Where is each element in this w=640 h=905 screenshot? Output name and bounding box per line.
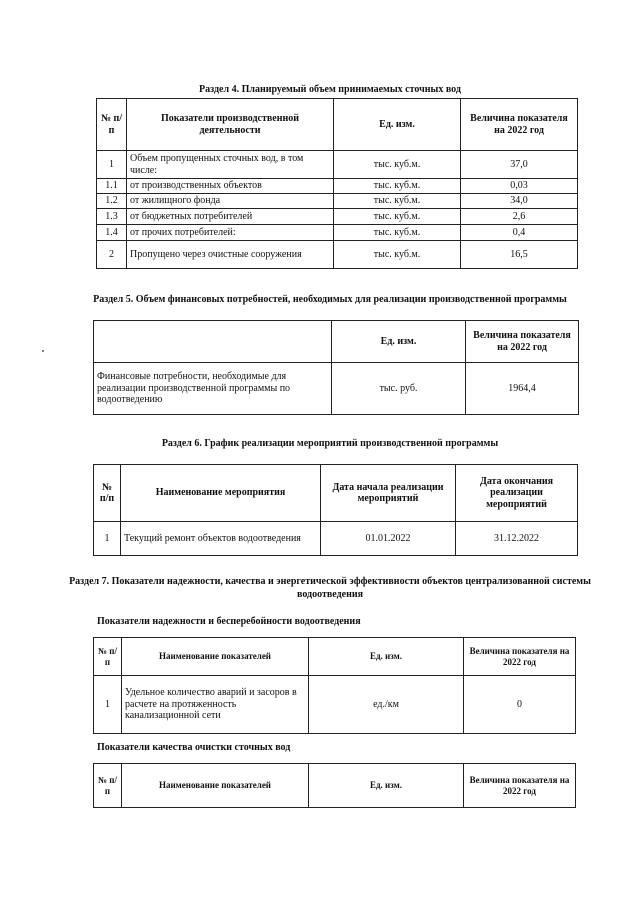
table-row	[94, 363, 579, 415]
header-blank	[94, 321, 332, 363]
row-value: 0,4	[461, 225, 578, 241]
table-row	[94, 676, 576, 734]
header-indicator: Показатели производственной деятельности	[127, 99, 334, 151]
row-num: 1.4	[97, 225, 127, 241]
row-num: 1	[97, 151, 127, 179]
header-value: Величина показателя на 2022 год	[466, 321, 579, 363]
section4-title: Раздел 4. Планируемый объем принимаемых сточных вод	[199, 84, 461, 95]
row-value: 37,0	[461, 151, 578, 179]
header-unit: Ед. изм.	[309, 638, 464, 676]
table-row	[97, 241, 578, 269]
row-num: 1.2	[97, 194, 127, 209]
row-unit: тыс. куб.м.	[334, 151, 461, 179]
header-activity: Наименование мероприятия	[121, 465, 321, 522]
row-num: 2	[97, 241, 127, 269]
section7-title: Раздел 7. Показатели надежности, качества и энергетической эффективности объектов централизованной системы водоотведения	[69, 576, 591, 600]
row-num: 1	[94, 522, 121, 556]
header-unit: Ед. изм.	[309, 764, 464, 808]
row-num: 1.1	[97, 179, 127, 194]
section6-table	[93, 464, 578, 556]
header-start-date: Дата начала реализации мероприятий	[321, 465, 456, 522]
table-row	[97, 225, 578, 241]
row-value: 0	[464, 676, 576, 734]
table-header-row	[94, 321, 579, 363]
header-unit: Ед. изм.	[332, 321, 466, 363]
header-num: № п/п	[94, 764, 122, 808]
row-name: от прочих потребителей:	[127, 225, 334, 241]
row-value: 2,6	[461, 209, 578, 225]
row-name: от жилищного фонда	[127, 194, 334, 209]
row-start-date: 01.01.2022	[321, 522, 456, 556]
row-name: Текущий ремонт объектов водоотведения	[121, 522, 321, 556]
row-name: Финансовые потребности, необходимые для реализации производственной программы по водоотведению	[94, 363, 332, 415]
row-unit: ед./км	[309, 676, 464, 734]
header-end-date: Дата окончания реализации мероприятий	[456, 465, 578, 522]
header-unit: Ед. изм.	[334, 99, 461, 151]
reliability-table	[93, 637, 576, 734]
row-value: 16,5	[461, 241, 578, 269]
table-row	[97, 194, 578, 209]
row-name: от производственных объектов	[127, 179, 334, 194]
row-unit: тыс. руб.	[332, 363, 466, 415]
header-value: Величина показателя на 2022 год	[464, 764, 576, 808]
header-indicator: Наименование показателей	[122, 638, 309, 676]
header-indicator: Наименование показателей	[122, 764, 309, 808]
section6-title: Раздел 6. График реализации мероприятий производственной программы	[161, 438, 499, 449]
table-row	[97, 209, 578, 225]
quality-subtitle: Показатели качества очистки сточных вод	[97, 742, 291, 753]
header-value: Величина показателя на 2022 год	[464, 638, 576, 676]
row-unit: тыс. куб.м.	[334, 209, 461, 225]
row-name: Объем пропущенных сточных вод, в том числе:	[127, 151, 334, 179]
row-unit: тыс. куб.м.	[334, 194, 461, 209]
header-num: № п/п	[94, 638, 122, 676]
row-num: 1.3	[97, 209, 127, 225]
table-header-row	[94, 764, 576, 808]
row-end-date: 31.12.2022	[456, 522, 578, 556]
table-row	[94, 522, 578, 556]
table-header-row	[94, 638, 576, 676]
header-value: Величина показателя на 2022 год	[461, 99, 578, 151]
reliability-subtitle: Показатели надежности и бесперебойности водоотведения	[97, 616, 361, 627]
table-row	[97, 151, 578, 179]
table-header-row	[97, 99, 578, 151]
table-row	[97, 179, 578, 194]
row-name: Удельное количество аварий и засоров в расчете на протяженность канализационной сети	[122, 676, 309, 734]
row-value: 34,0	[461, 194, 578, 209]
row-name: Пропущено через очистные сооружения	[127, 241, 334, 269]
table-header-row	[94, 465, 578, 522]
row-num: 1	[94, 676, 122, 734]
row-unit: тыс. куб.м.	[334, 179, 461, 194]
section5-title: Раздел 5. Объем финансовых потребностей, необходимых для реализации производственной программы	[93, 294, 567, 305]
section4-table	[96, 98, 578, 269]
quality-table	[93, 763, 576, 808]
row-name: от бюджетных потребителей	[127, 209, 334, 225]
row-unit: тыс. куб.м.	[334, 225, 461, 241]
scan-speck	[42, 350, 44, 352]
section5-table	[93, 320, 579, 415]
row-unit: тыс. куб.м.	[334, 241, 461, 269]
row-value: 1964,4	[466, 363, 579, 415]
header-num: № п/п	[94, 465, 121, 522]
row-value: 0,03	[461, 179, 578, 194]
header-num: № п/п	[97, 99, 127, 151]
